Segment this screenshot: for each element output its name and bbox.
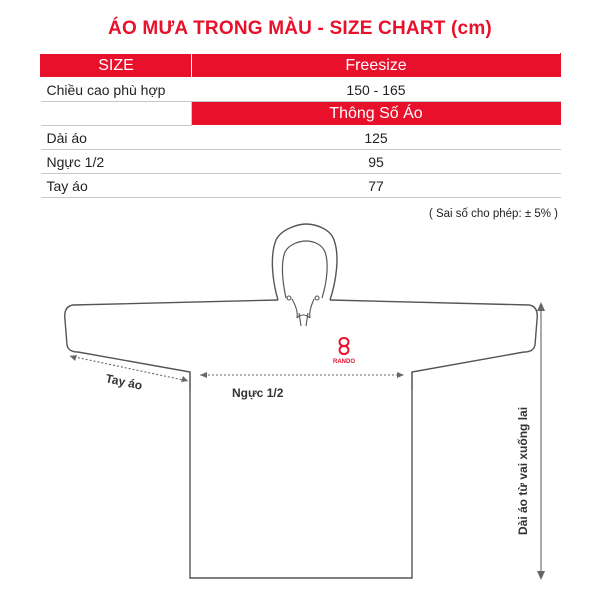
row-value: 95 [192,150,561,174]
row-label: Dài áo [41,126,192,150]
coat-outline [65,300,537,578]
sleeve-label: Tay áo [104,371,144,393]
chest-arrow-start [200,372,207,378]
row-value: 125 [192,126,561,150]
hood-inner-outline [282,241,327,298]
height-row-value: 150 - 165 [192,78,561,102]
length-arrow-bottom [537,571,545,580]
length-label: Dài áo từ vai xuống lai [516,406,530,535]
chest-arrow-end [397,372,404,378]
length-arrow-top [537,302,545,311]
size-header-value: Freesize [192,54,561,78]
chest-label: Ngực 1/2 [232,386,284,400]
brand-logo [333,338,355,365]
tolerance-note: ( Sai số cho phép: ± 5% ) [428,208,558,220]
row-label: Ngực 1/2 [41,150,192,174]
height-row-label: Chiều cao phù hợp [41,78,192,102]
size-header-label: SIZE [41,54,192,78]
drawstring [287,296,319,326]
section-header: Thông Số Áo [192,102,561,126]
row-value: 77 [192,174,561,198]
sleeve-arrow-start [70,355,77,361]
sleeve-arrow-end [181,376,188,382]
row-label: Tay áo [41,174,192,198]
chart-title: ÁO MƯA TRONG MÀU - SIZE CHART (cm) [108,18,492,39]
brand-logo-text: RANDO [333,359,355,365]
